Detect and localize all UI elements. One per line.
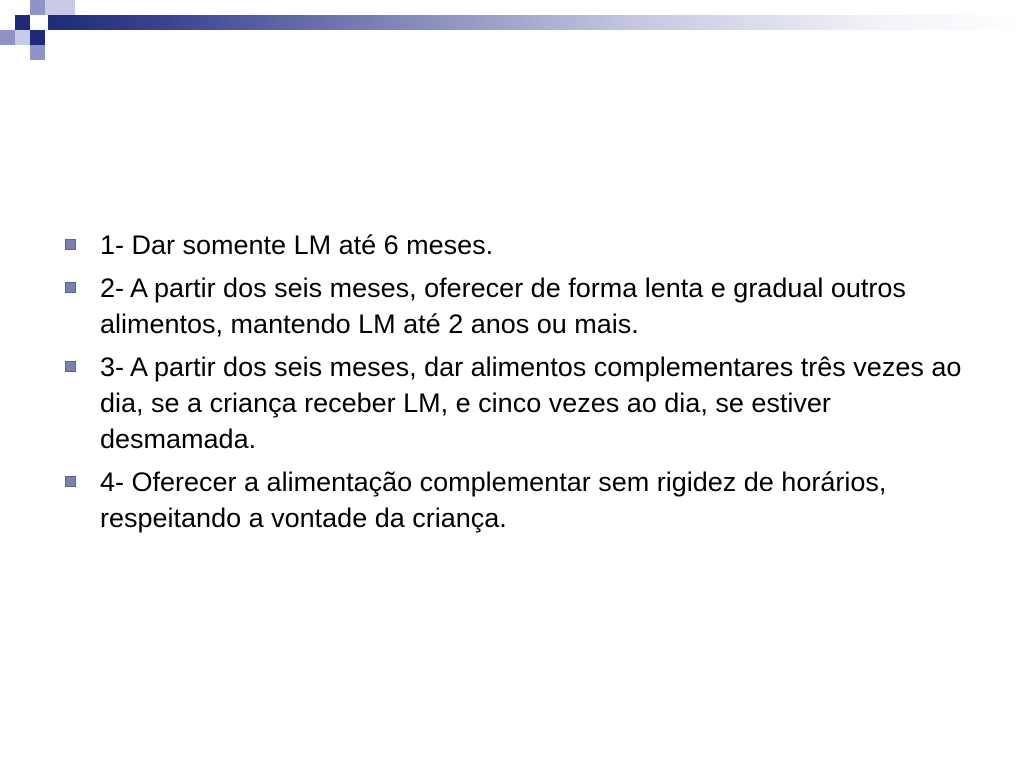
decor-square — [60, 0, 75, 15]
list-item-text: 3- A partir dos seis meses, dar alimentos complementares três vezes ao dia, se a criança receber LM, e cinco vezes ao dia, se estiver desmamada. — [100, 352, 962, 454]
list-item — [62, 270, 962, 342]
decor-square — [30, 0, 45, 15]
decor-square — [15, 30, 30, 45]
square-bullet-icon — [65, 239, 76, 250]
decor-square — [30, 30, 45, 45]
header-gradient-bar — [48, 15, 1024, 30]
list-item-text: 4- Oferecer a alimentação complementar sem rigidez de horários, respeitando a vontade da criança. — [100, 467, 887, 533]
square-bullet-icon — [65, 282, 76, 293]
decor-square — [15, 15, 30, 30]
square-bullet-icon — [65, 361, 76, 372]
decor-square — [45, 0, 60, 15]
list-item-text: 1- Dar somente LM até 6 meses. — [100, 230, 494, 260]
square-bullet-icon — [65, 476, 76, 487]
decor-square — [30, 45, 45, 60]
list-item-text: 2- A partir dos seis meses, oferecer de forma lenta e gradual outros alimentos, mantendo LM até 2 anos ou mais. — [100, 273, 906, 339]
list-item — [62, 464, 962, 536]
bullet-list — [62, 227, 962, 543]
list-item — [62, 349, 962, 457]
decor-square — [0, 30, 15, 45]
list-item — [62, 227, 962, 263]
